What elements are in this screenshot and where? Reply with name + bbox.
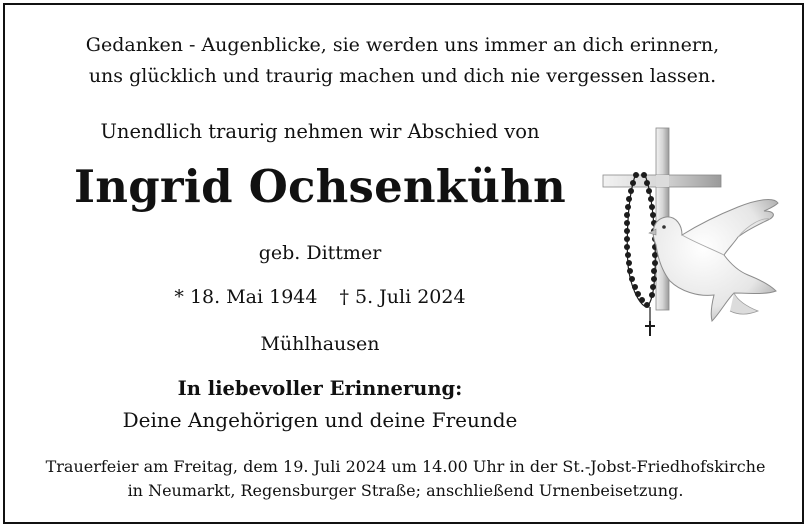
death-date: † 5. Juli 2024: [339, 286, 466, 308]
place: Mühlhausen: [260, 333, 380, 355]
rosary-icon: [624, 172, 658, 336]
memory-heading: In liebevoller Erinnerung:: [177, 377, 463, 400]
birth-name: geb. Dittmer: [258, 242, 382, 264]
deceased-name: Ingrid Ochsenkühn: [74, 160, 566, 213]
funeral-line-1: Trauerfeier am Freitag, dem 19. Juli 2024 um 14.00 Uhr in der St.-Jobst-Friedhofskirche: [45, 457, 766, 476]
poem: [0, 30, 805, 92]
funeral-info: [0, 455, 811, 503]
poem-line-1: Gedanken - Augenblicke, sie werden uns immer an dich erinnern,: [85, 34, 720, 56]
life-dates: [0, 286, 640, 308]
funeral-line-2: in Neumarkt, Regensburger Straße; anschließend Urnenbeisetzung.: [127, 481, 684, 500]
family-line: Deine Angehörigen und deine Freunde: [122, 408, 518, 432]
poem-line-2: uns glücklich und traurig machen und dich nie vergessen lassen.: [88, 65, 717, 87]
intro-text: Unendlich traurig nehmen wir Abschied von: [100, 120, 540, 143]
memorial-symbol: [598, 125, 783, 340]
birth-date: * 18. Mai 1944: [174, 286, 318, 308]
